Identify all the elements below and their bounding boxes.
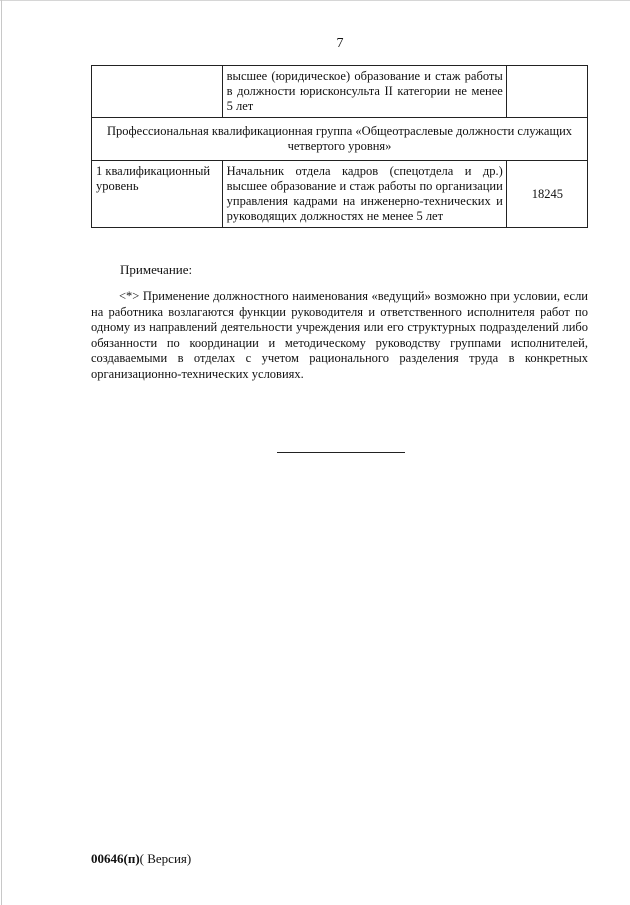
table-row	[92, 161, 588, 228]
document-code: 00646(п)	[91, 851, 140, 866]
document-footer	[91, 851, 191, 867]
salary-cell: 18245	[506, 161, 587, 228]
scan-top-edge	[0, 0, 630, 1]
document-version: ( Версия)	[139, 851, 192, 866]
note-label: Примечание:	[120, 262, 193, 277]
description-cell: высшее (юридическое) образование и стаж работы в должности юрисконсульта II категории не менее 5 лет	[222, 66, 506, 118]
qualification-table	[91, 65, 588, 228]
page-number: 7	[336, 36, 344, 51]
scan-left-edge	[1, 0, 2, 905]
level-cell: 1 квалификационный уровень	[92, 161, 223, 228]
salary-cell	[506, 66, 587, 118]
level-cell	[92, 66, 223, 118]
description-cell: Начальник отдела кадров (спецотдела и др.) высшее образование и стаж работы по организации управления кадрами на инженерно-технических и руководящих должностях не менее 5 лет	[222, 161, 506, 228]
section-divider	[277, 452, 405, 453]
note-text: <*> Применение должностного наименования «ведущий» возможно при условии, если на работника возлагаются функции руководителя и ответственного исполнителя работ по одному из направлений деятельности учреждения или его структурных подразделений либо обязанности по координации и методическому руководству группами исполнителей, создаваемыми в отделах с учетом рационального разделения труда в конкретных организационно-технических условиях.	[91, 289, 588, 381]
group-header-row	[92, 118, 588, 161]
table-row	[92, 66, 588, 118]
group-header: Профессиональная квалификационная группа «Общеотраслевые должности служащих четвертого уровня»	[92, 118, 588, 161]
